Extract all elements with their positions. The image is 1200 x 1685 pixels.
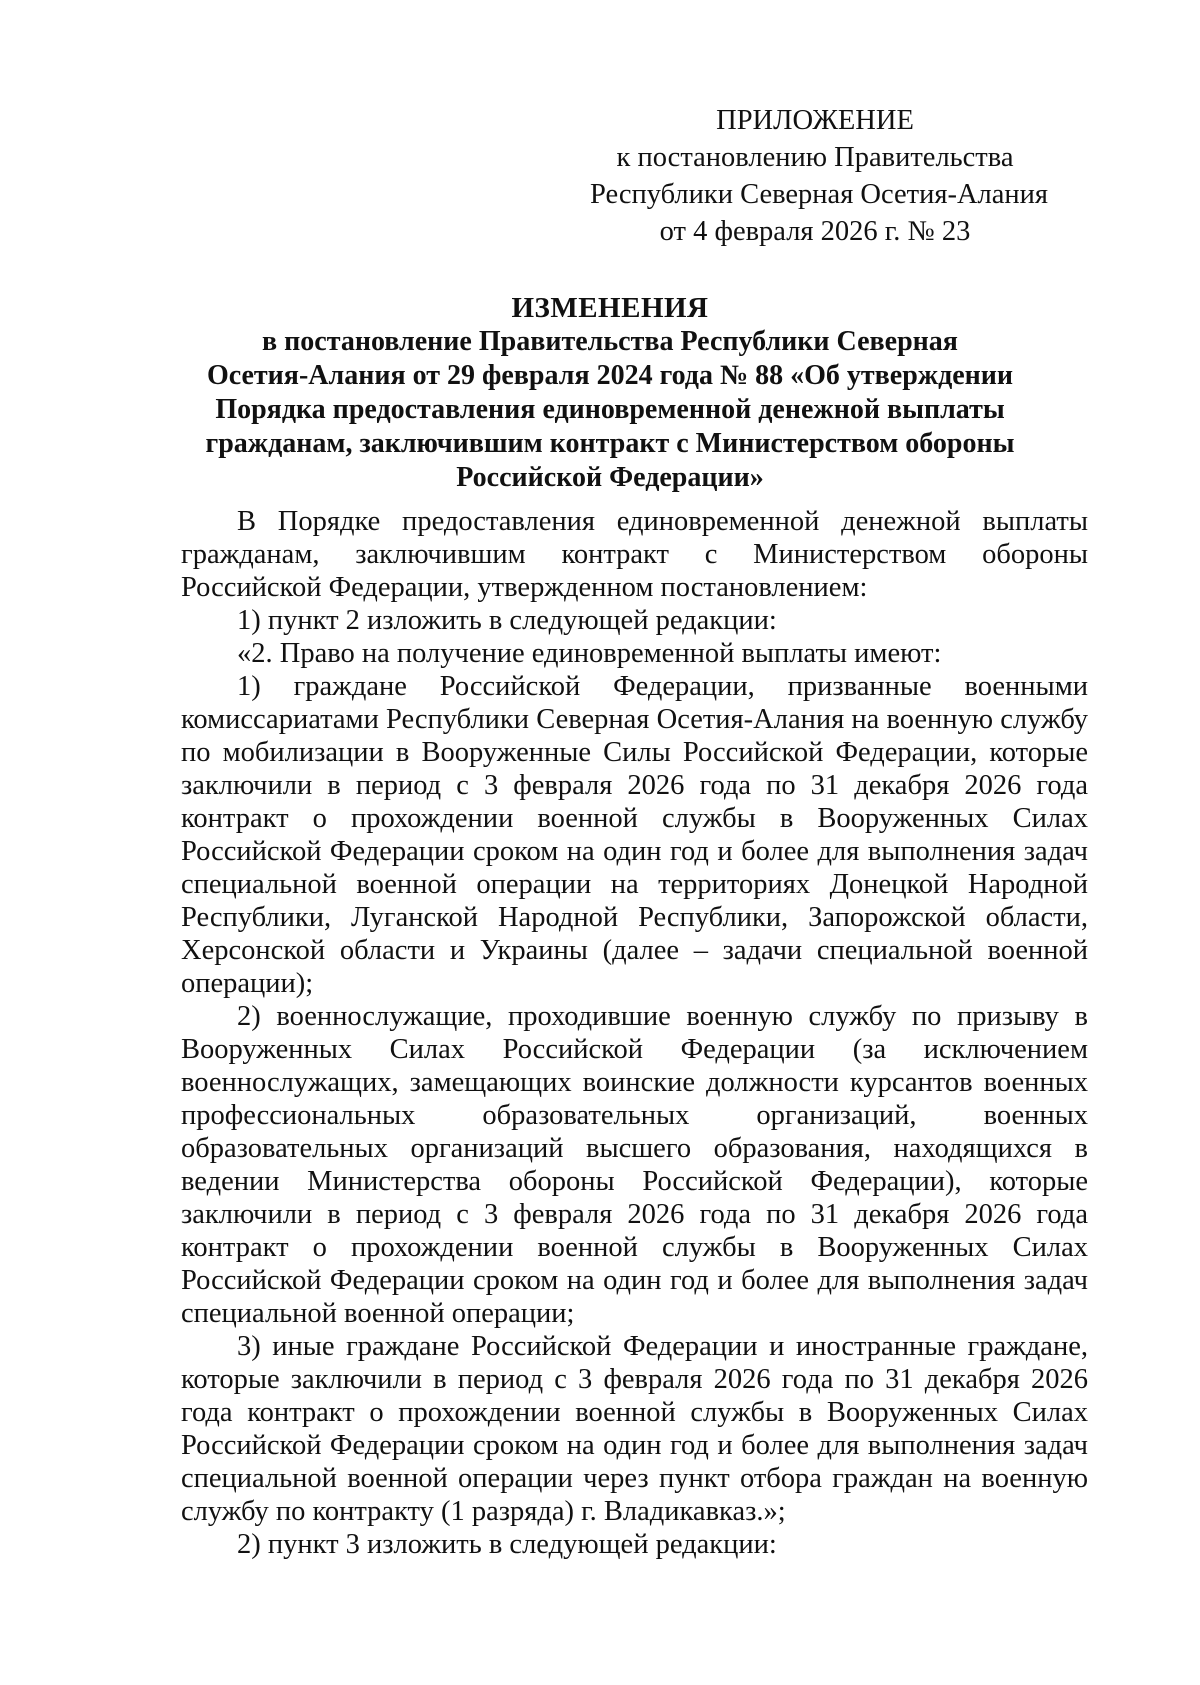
appendix-line-1: к постановлению Правительства — [616, 142, 1014, 173]
title-line-2: Осетия-Алания от 29 февраля 2024 года № 88 «Об утверждении — [206, 360, 1014, 391]
paragraph-subitem-2: 2) военнослужащие, проходившие военную службу по призыву в Вооруженных Силах Российской Федерации (за исключением военнослужащих, замещающих воинские должности курсантов военных профессиональных образовательных организаций, военных образовательных организаций высшего образования, находящихся в ведении Министерства обороны Российской Федерации), которые заключили в период с 3 февраля 2026 года по 31 декабря 2026 года контракт о прохождении военной службы в Вооруженных Силах Российской Федерации сроком на один год и более для выполнения задач специальной военной операции; — [181, 1001, 1088, 1329]
document-title — [160, 291, 1060, 495]
paragraph-subitem-1: 1) граждане Российской Федерации, призванные военными комиссариатами Республики Северная Осетия-Алания на военную службу по мобилизации в Вооруженные Силы Российской Федерации, которые заключили в период с 3 февраля 2026 года по 31 декабря 2026 года контракт о прохождении военной службы в Вооруженных Силах Российской Федерации сроком на один год и более для выполнения задач специальной военной операции на территориях Донецкой Народной Республики, Луганской Народной Республики, Запорожской области, Херсонской области и Украины (далее – задачи специальной военной операции); — [181, 671, 1088, 999]
title-line-3: Порядка предоставления единовременной денежной выплаты — [215, 394, 1005, 425]
paragraph-item-2: 2) пункт 3 изложить в следующей редакции: — [237, 1529, 777, 1560]
paragraph-item-1: 1) пункт 2 изложить в следующей редакции: — [237, 605, 777, 636]
appendix-label: ПРИЛОЖЕНИЕ — [716, 105, 914, 136]
appendix-line-3: от 4 февраля 2026 г. № 23 — [659, 216, 971, 247]
appendix-line-2: Республики Северная Осетия-Алания — [590, 179, 1049, 210]
title-line-1: в постановление Правительства Республики Северная — [262, 326, 958, 357]
title-heading: ИЗМЕНЕНИЯ — [511, 292, 709, 324]
appendix-block — [590, 102, 1049, 250]
paragraph-point-2: «2. Право на получение единовременной выплаты имеют: — [237, 638, 942, 669]
paragraph-subitem-3: 3) иные граждане Российской Федерации и иностранные граждане, которые заключили в период с 3 февраля 2026 года по 31 декабря 2026 года контракт о прохождении военной службы в Вооруженных Силах Российской Федерации сроком на один год и более для выполнения задач специальной военной операции через пункт отбора граждан на военную службу по контракту (1 разряда) г. Владикавказ.»; — [181, 1331, 1088, 1527]
document-body — [181, 505, 1088, 1561]
paragraph-intro: В Порядке предоставления единовременной денежной выплаты гражданам, заключившим контракт с Министерством обороны Российской Федерации, утвержденном постановлением: — [181, 506, 1088, 603]
title-line-5: Российской Федерации» — [456, 462, 764, 493]
title-line-4: гражданам, заключившим контракт с Министерством обороны — [205, 428, 1015, 459]
